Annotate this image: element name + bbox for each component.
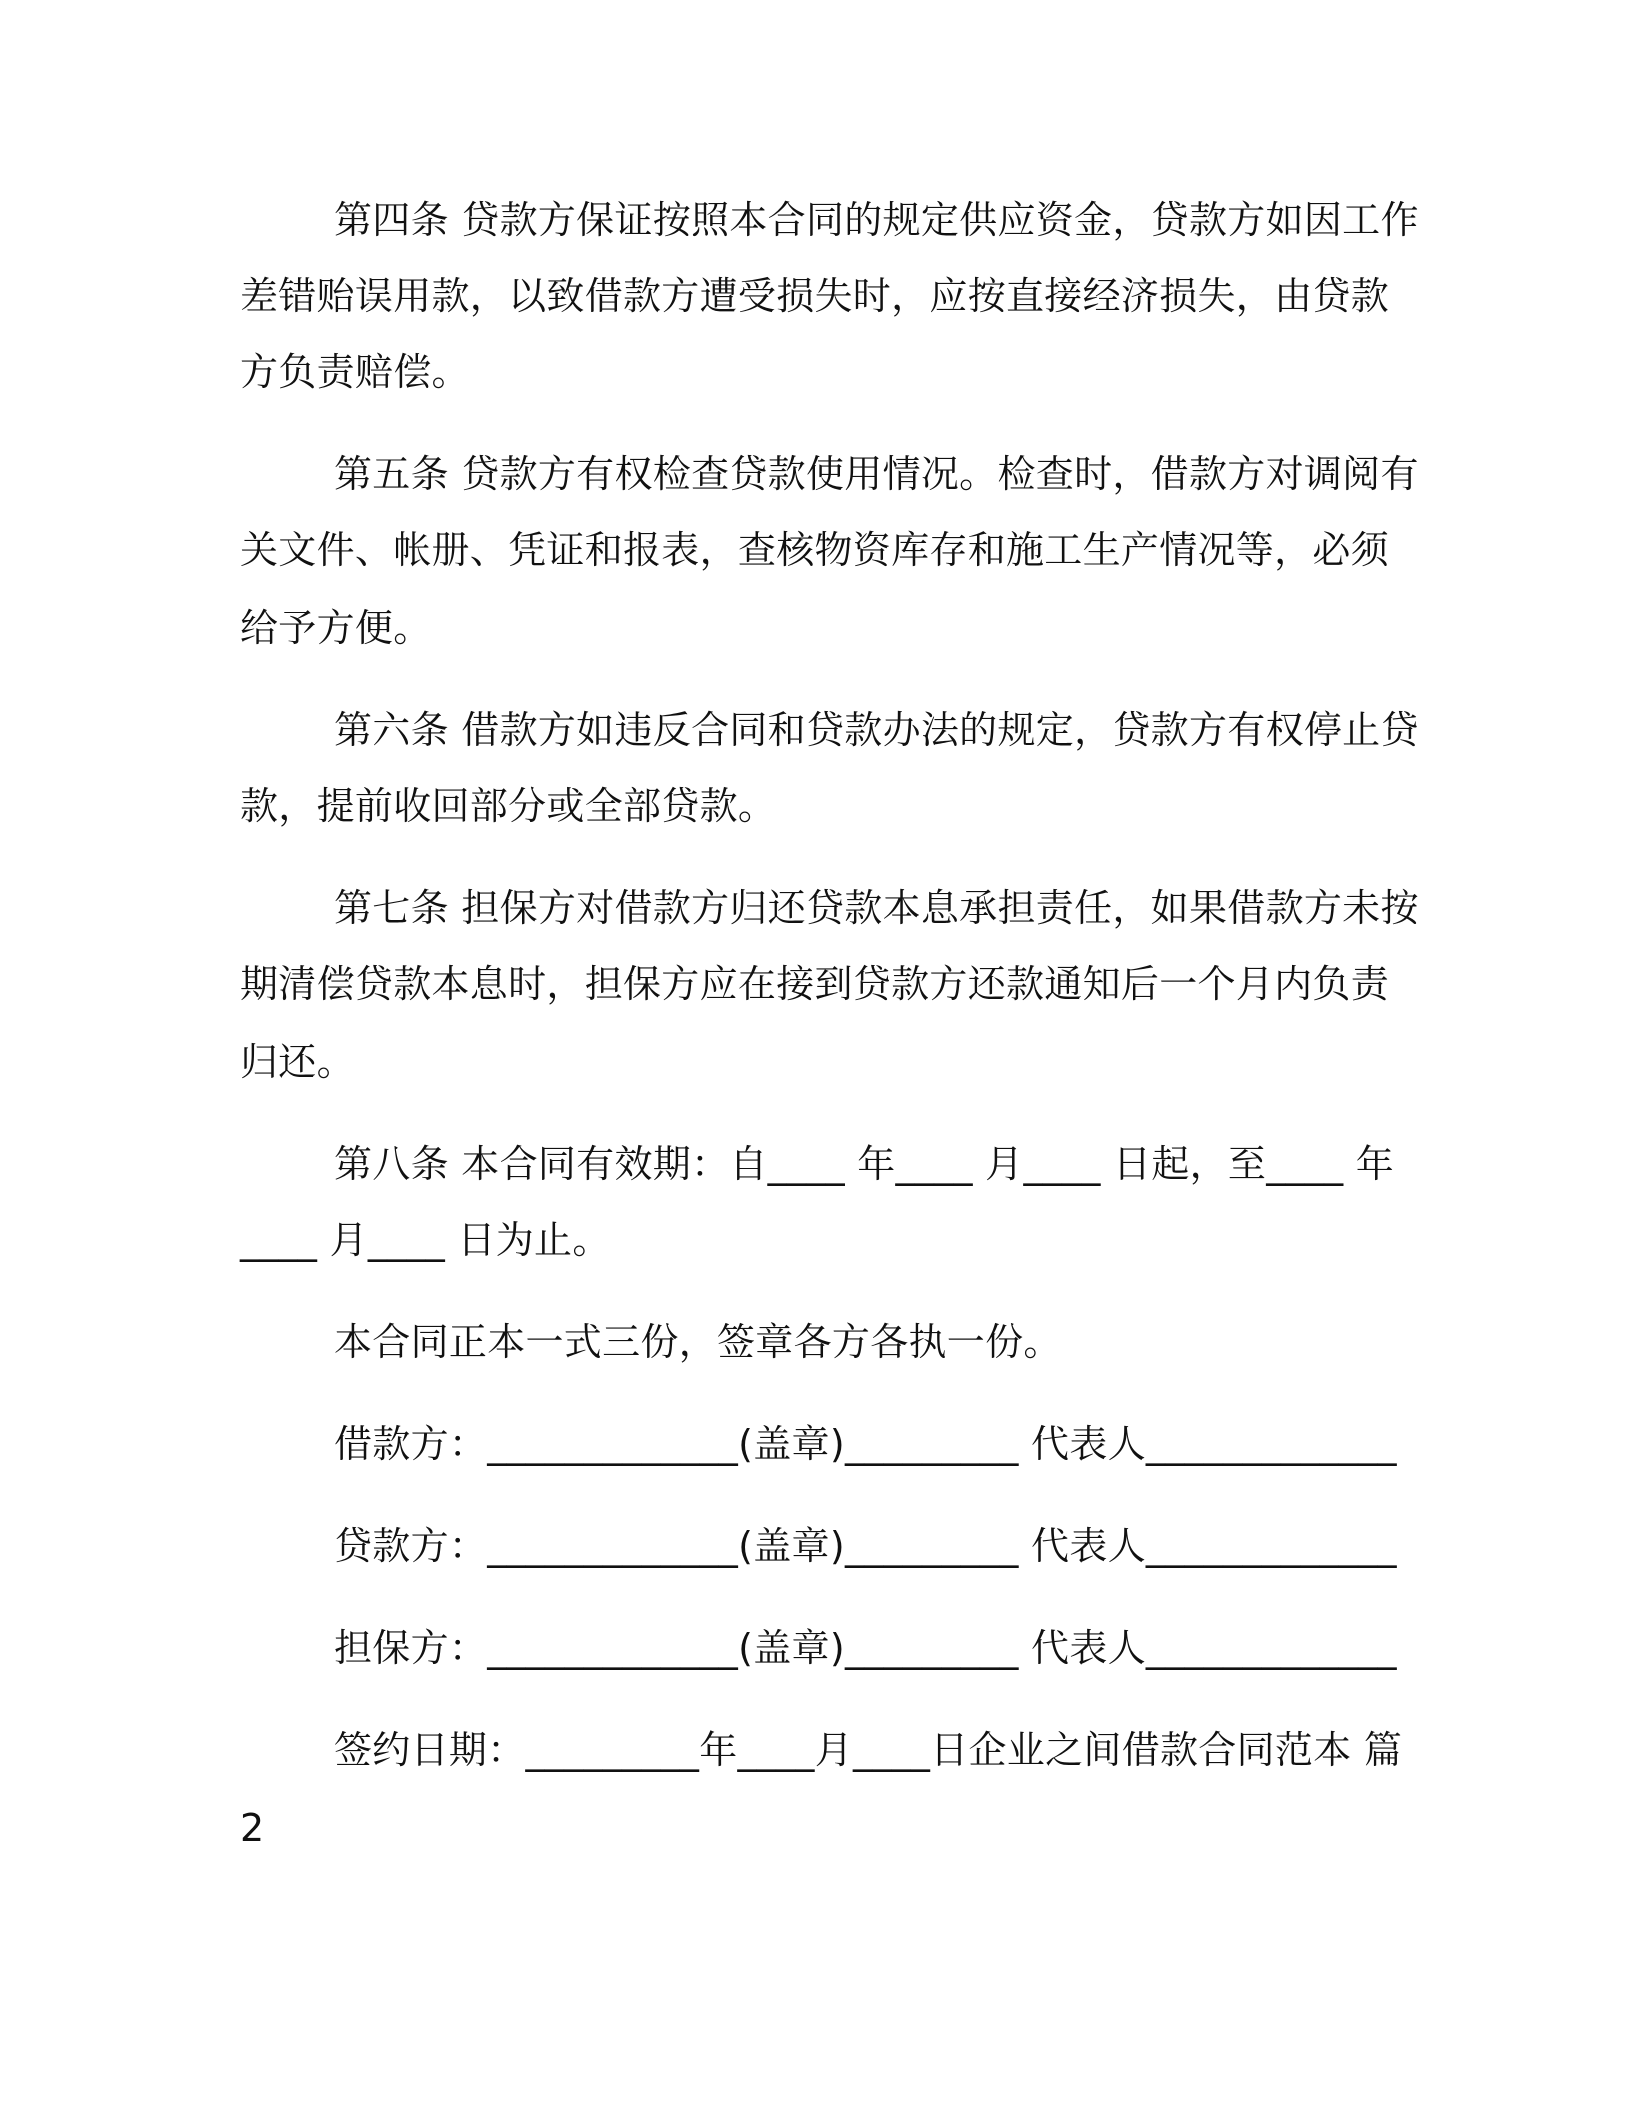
- article-6-line-2: 款，提前收回部分或全部贷款。: [240, 784, 777, 828]
- article-5-line-2: 关文件、帐册、凭证和报表，查核物资库存和施工生产情况等，必须: [240, 528, 1390, 572]
- copies-statement: 本合同正本一式三份，签章各方各执一份。: [334, 1320, 1062, 1364]
- article-4-line-1: 第四条 贷款方保证按照本合同的规定供应资金，贷款方如因工作: [334, 198, 1419, 242]
- article-4-line-3: 方负责赔偿。: [240, 350, 470, 394]
- article-7-line-2: 期清偿贷款本息时，担保方应在接到贷款方还款通知后一个月内负责: [240, 962, 1390, 1006]
- article-4-line-2: 差错贻误用款，以致借款方遭受损失时，应按直接经济损失，由贷款: [240, 274, 1390, 318]
- section-number: 2: [240, 1806, 265, 1850]
- article-7-line-1: 第七条 担保方对借款方归还贷款本息承担责任，如果借款方未按: [334, 886, 1419, 930]
- guarantor-signature-line: 担保方：_____________(盖章)_________ 代表人_____________: [334, 1626, 1397, 1670]
- article-8-line-1: 第八条 本合同有效期：自____ 年____ 月____ 日起，至____ 年: [334, 1142, 1395, 1186]
- article-6-line-1: 第六条 借款方如违反合同和贷款办法的规定，贷款方有权停止贷: [334, 708, 1419, 752]
- article-5-line-1: 第五条 贷款方有权检查贷款使用情况。检查时，借款方对调阅有: [334, 452, 1419, 496]
- article-5-line-3: 给予方便。: [240, 606, 432, 650]
- lender-signature-line: 贷款方：_____________(盖章)_________ 代表人_____________: [334, 1524, 1397, 1568]
- article-8-line-2: ____ 月____ 日为止。: [240, 1218, 611, 1262]
- borrower-signature-line: 借款方：_____________(盖章)_________ 代表人_____________: [334, 1422, 1397, 1466]
- signing-date-line: 签约日期：_________年____月____日企业之间借款合同范本 篇: [334, 1728, 1403, 1772]
- article-7-line-3: 归还。: [240, 1040, 355, 1084]
